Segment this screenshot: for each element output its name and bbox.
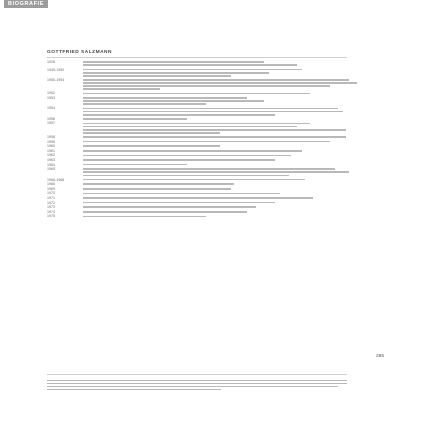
text-line-placeholder <box>83 145 220 147</box>
text-line-placeholder <box>83 111 343 113</box>
entry-year: 1952 <box>47 91 55 96</box>
title-divider <box>47 57 347 58</box>
text-line-placeholder <box>83 193 280 195</box>
text-line-placeholder <box>83 164 187 166</box>
entry-year: 1956 <box>47 116 55 121</box>
text-line-placeholder <box>83 159 275 161</box>
text-line-placeholder <box>83 123 310 125</box>
entry-year: 1958 <box>47 134 55 139</box>
page-header <box>0 0 433 18</box>
text-line-placeholder <box>83 126 297 128</box>
entry-year: 1953 <box>47 96 55 101</box>
footnote-divider <box>47 374 347 375</box>
entry-year: 1964 <box>47 162 55 167</box>
entry-text <box>83 96 357 106</box>
biography-entry <box>47 106 357 116</box>
entry-year: 1960 <box>47 144 55 149</box>
entry-year: 1970 <box>47 191 55 196</box>
text-line-placeholder <box>83 114 275 116</box>
biography-entries <box>47 60 357 219</box>
text-line-placeholder <box>83 216 206 218</box>
footnote-line-placeholder <box>47 386 338 388</box>
text-line-placeholder <box>83 188 231 190</box>
entry-text <box>83 167 357 177</box>
text-line-placeholder <box>83 97 247 99</box>
text-line-placeholder <box>83 85 330 87</box>
text-line-placeholder <box>83 206 256 208</box>
entry-text <box>83 60 357 67</box>
text-line-placeholder <box>83 69 302 71</box>
footnote <box>47 378 347 392</box>
entry-text <box>83 121 357 135</box>
text-line-placeholder <box>83 93 310 95</box>
entry-year: 1972 <box>47 200 55 205</box>
footnote-line-placeholder <box>47 383 347 385</box>
text-line-placeholder <box>83 72 269 74</box>
text-line-placeholder <box>83 168 335 170</box>
biography-entry <box>47 121 357 135</box>
text-line-placeholder <box>83 179 305 181</box>
text-line-placeholder <box>83 150 302 152</box>
entry-year: 1962 <box>47 153 55 158</box>
biography-entry <box>47 78 357 92</box>
entry-year: 1963 <box>47 157 55 162</box>
entry-year: 1950-1954 <box>47 77 65 82</box>
biography-entry <box>47 167 357 177</box>
text-line-placeholder <box>83 64 297 66</box>
text-line-placeholder <box>83 118 187 120</box>
biography-entry <box>47 67 357 77</box>
section-label: BIOGRAFIE <box>4 0 48 8</box>
entry-text <box>83 67 357 77</box>
biography-name: GOTTFRIED SALZMANN <box>47 50 112 55</box>
text-line-placeholder <box>83 108 338 110</box>
entry-year: 1945-1950 <box>47 67 65 72</box>
entry-year: 1974 <box>47 209 55 214</box>
entry-year: 1961 <box>47 148 55 153</box>
text-line-placeholder <box>83 61 264 63</box>
entry-year: 1959 <box>47 139 55 144</box>
entry-year: 1969 <box>47 186 55 191</box>
text-line-placeholder <box>83 175 289 177</box>
text-line-placeholder <box>83 79 349 81</box>
entry-text <box>83 214 357 218</box>
entry-year: 1965 <box>47 167 55 172</box>
footnote-line-placeholder <box>47 380 347 382</box>
text-line-placeholder <box>83 155 291 157</box>
entry-year: 1973 <box>47 205 55 210</box>
text-line-placeholder <box>83 129 346 131</box>
text-line-placeholder <box>83 103 206 105</box>
entry-year: 1971 <box>47 195 55 200</box>
entry-year: 1975 <box>47 214 55 219</box>
text-line-placeholder <box>83 141 330 143</box>
biography-entry <box>47 214 357 219</box>
text-line-placeholder <box>83 171 349 173</box>
text-line-placeholder <box>83 82 357 84</box>
biography-entry <box>47 60 357 67</box>
text-line-placeholder <box>83 202 275 204</box>
entry-text <box>83 106 357 116</box>
biography-entry <box>47 96 357 106</box>
text-line-placeholder <box>83 136 346 138</box>
entry-year: 1957 <box>47 121 55 126</box>
entry-year: 1968 <box>47 182 55 187</box>
text-line-placeholder <box>83 183 234 185</box>
footnote-line-placeholder <box>47 389 221 391</box>
entry-year: 1928 <box>47 60 55 65</box>
text-line-placeholder <box>83 197 313 199</box>
text-line-placeholder <box>83 88 160 90</box>
text-line-placeholder <box>83 132 220 134</box>
entry-year: 1954 <box>47 106 55 111</box>
page-number: 285 <box>376 354 385 359</box>
text-line-placeholder <box>83 75 231 77</box>
entry-year: 1966-1968 <box>47 177 65 182</box>
text-line-placeholder <box>83 211 247 213</box>
text-line-placeholder <box>83 100 264 102</box>
entry-text <box>83 78 357 92</box>
